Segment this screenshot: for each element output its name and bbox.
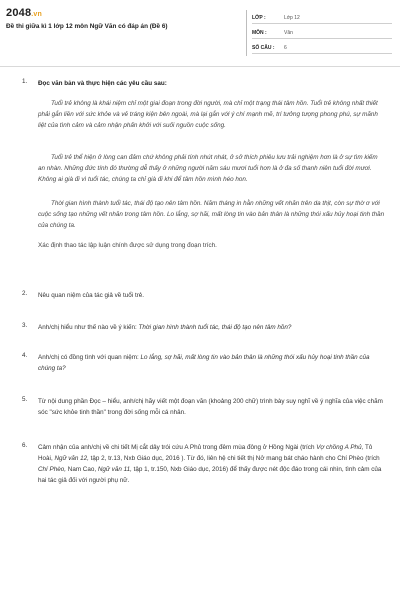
question-text: Từ nội dung phần Đọc – hiểu, anh/chị hãy viết một đoạn văn (khoảng 200 chữ) trình bày suy nghĩ về ý nghĩa của việc chăm sóc "sức khỏe tinh thần" trong đời sống mỗi cá nhân. <box>38 398 383 416</box>
header-rule <box>0 66 400 67</box>
meta-subject-row <box>252 27 392 39</box>
question-number: 2. <box>22 290 28 297</box>
meta-subject-key: MÔN : <box>252 30 267 36</box>
passage-paragraph-3: Thời gian hình thành tuổi tác, thái độ tạo nên tâm hồn. Năm tháng in hằn những vết nhăn trên da thịt, còn sự thờ ơ với cuộc sống tạo những vết nhăn trong tâm hồn. Lo lắng, sợ hãi, mất lòng tin vào bản thân là những thói xấu hủy hoại tinh thần của chúng ta. <box>38 200 385 229</box>
question-number: 5. <box>22 396 28 403</box>
question-number: 3. <box>22 322 28 329</box>
question-text: Anh/chị có đồng tình với quan niệm: Lo lắng, sợ hãi, mất lòng tin vào bản thân là những thói xấu hủy hoại tinh thần của chúng ta? <box>38 354 370 372</box>
meta-count-value: 6 <box>284 45 287 51</box>
meta-count-row <box>252 42 392 54</box>
header-divider <box>246 10 247 56</box>
meta-class-value: Lớp 12 <box>284 15 300 21</box>
meta-class-row <box>252 12 392 24</box>
passage-paragraph-2: Tuổi trẻ thể hiện ở lòng can đảm chứ không phải tính nhút nhát, ở sở thích phiêu lưu trải nghiệm hơn là ở sự tìm kiếm an nhàn. Những đức tính đó thường dễ thấy ở những người năm sáu mươi tuổi hơn là ở đa số thanh niên tuổi đời mươi. Không ai già đi vì tuổi tác, chúng ta chỉ già đi khi để tâm hồn mình héo hon. <box>38 154 378 183</box>
logo-main: 2048 <box>6 7 32 19</box>
passage-paragraph-1: Tuổi trẻ không là khái niệm chỉ một giai đoạn trong đời người, mà chỉ một trạng thái tâm hồn. Tuổi trẻ không nhất thiết phải gắn liền với sức khỏe và vẻ tráng kiện bên ngoài, mà lại gắn với ý chí mạnh mẽ, trí tưởng tượng phong phú, sự mãnh liệt của tình cảm và cảm nhận phấn khởi với suối nguồn cuộc sống. <box>38 100 378 129</box>
question-prompt: Đọc văn bản và thực hiện các yêu cầu sau: <box>38 80 167 87</box>
document-title: Đề thi giữa kì 1 lớp 12 môn Ngữ Văn có đáp án (Đề 6) <box>6 23 168 30</box>
question-text: Anh/chị hiểu như thế nào về ý kiến: Thời gian hình thành tuổi tác, thái độ tạo nên tâm hồn? <box>38 324 292 331</box>
site-logo[interactable] <box>6 7 42 19</box>
question-number: 1. <box>22 78 28 85</box>
logo-suffix: .vn <box>31 11 42 18</box>
question-text: Nêu quan niệm của tác giả về tuổi trẻ. <box>38 292 145 299</box>
question-number: 6. <box>22 442 28 449</box>
question-text: Cảm nhận của anh/chị về chi tiết Mị cắt dây trói cứu A Phủ trong đêm mùa đông ở Hồng Ngài (trích Vợ chồng A Phủ, Tô Hoài, Ngữ văn 12, tập 2, tr.13, Nxb Giáo dục, 2016 ). Từ đó, liên hệ chi tiết thị Nở mang bát cháo hành cho Chí Phèo (trích Chí Phèo, Nam Cao, Ngữ văn 11, tập 1, tr.150, Nxb Giáo dục, 2016) để thấy được nét độc đáo trong cái nhìn, tình cảm của hai tác giả đối với người phụ nữ. <box>38 444 382 484</box>
meta-count-key: SỐ CÂU : <box>252 45 275 51</box>
question-instruction: Xác định thao tác lập luận chính được sử dụng trong đoạn trích. <box>38 242 217 249</box>
header <box>0 0 400 64</box>
meta-class-key: LỚP : <box>252 15 266 21</box>
question-number: 4. <box>22 352 28 359</box>
meta-subject-value: Văn <box>284 30 293 36</box>
